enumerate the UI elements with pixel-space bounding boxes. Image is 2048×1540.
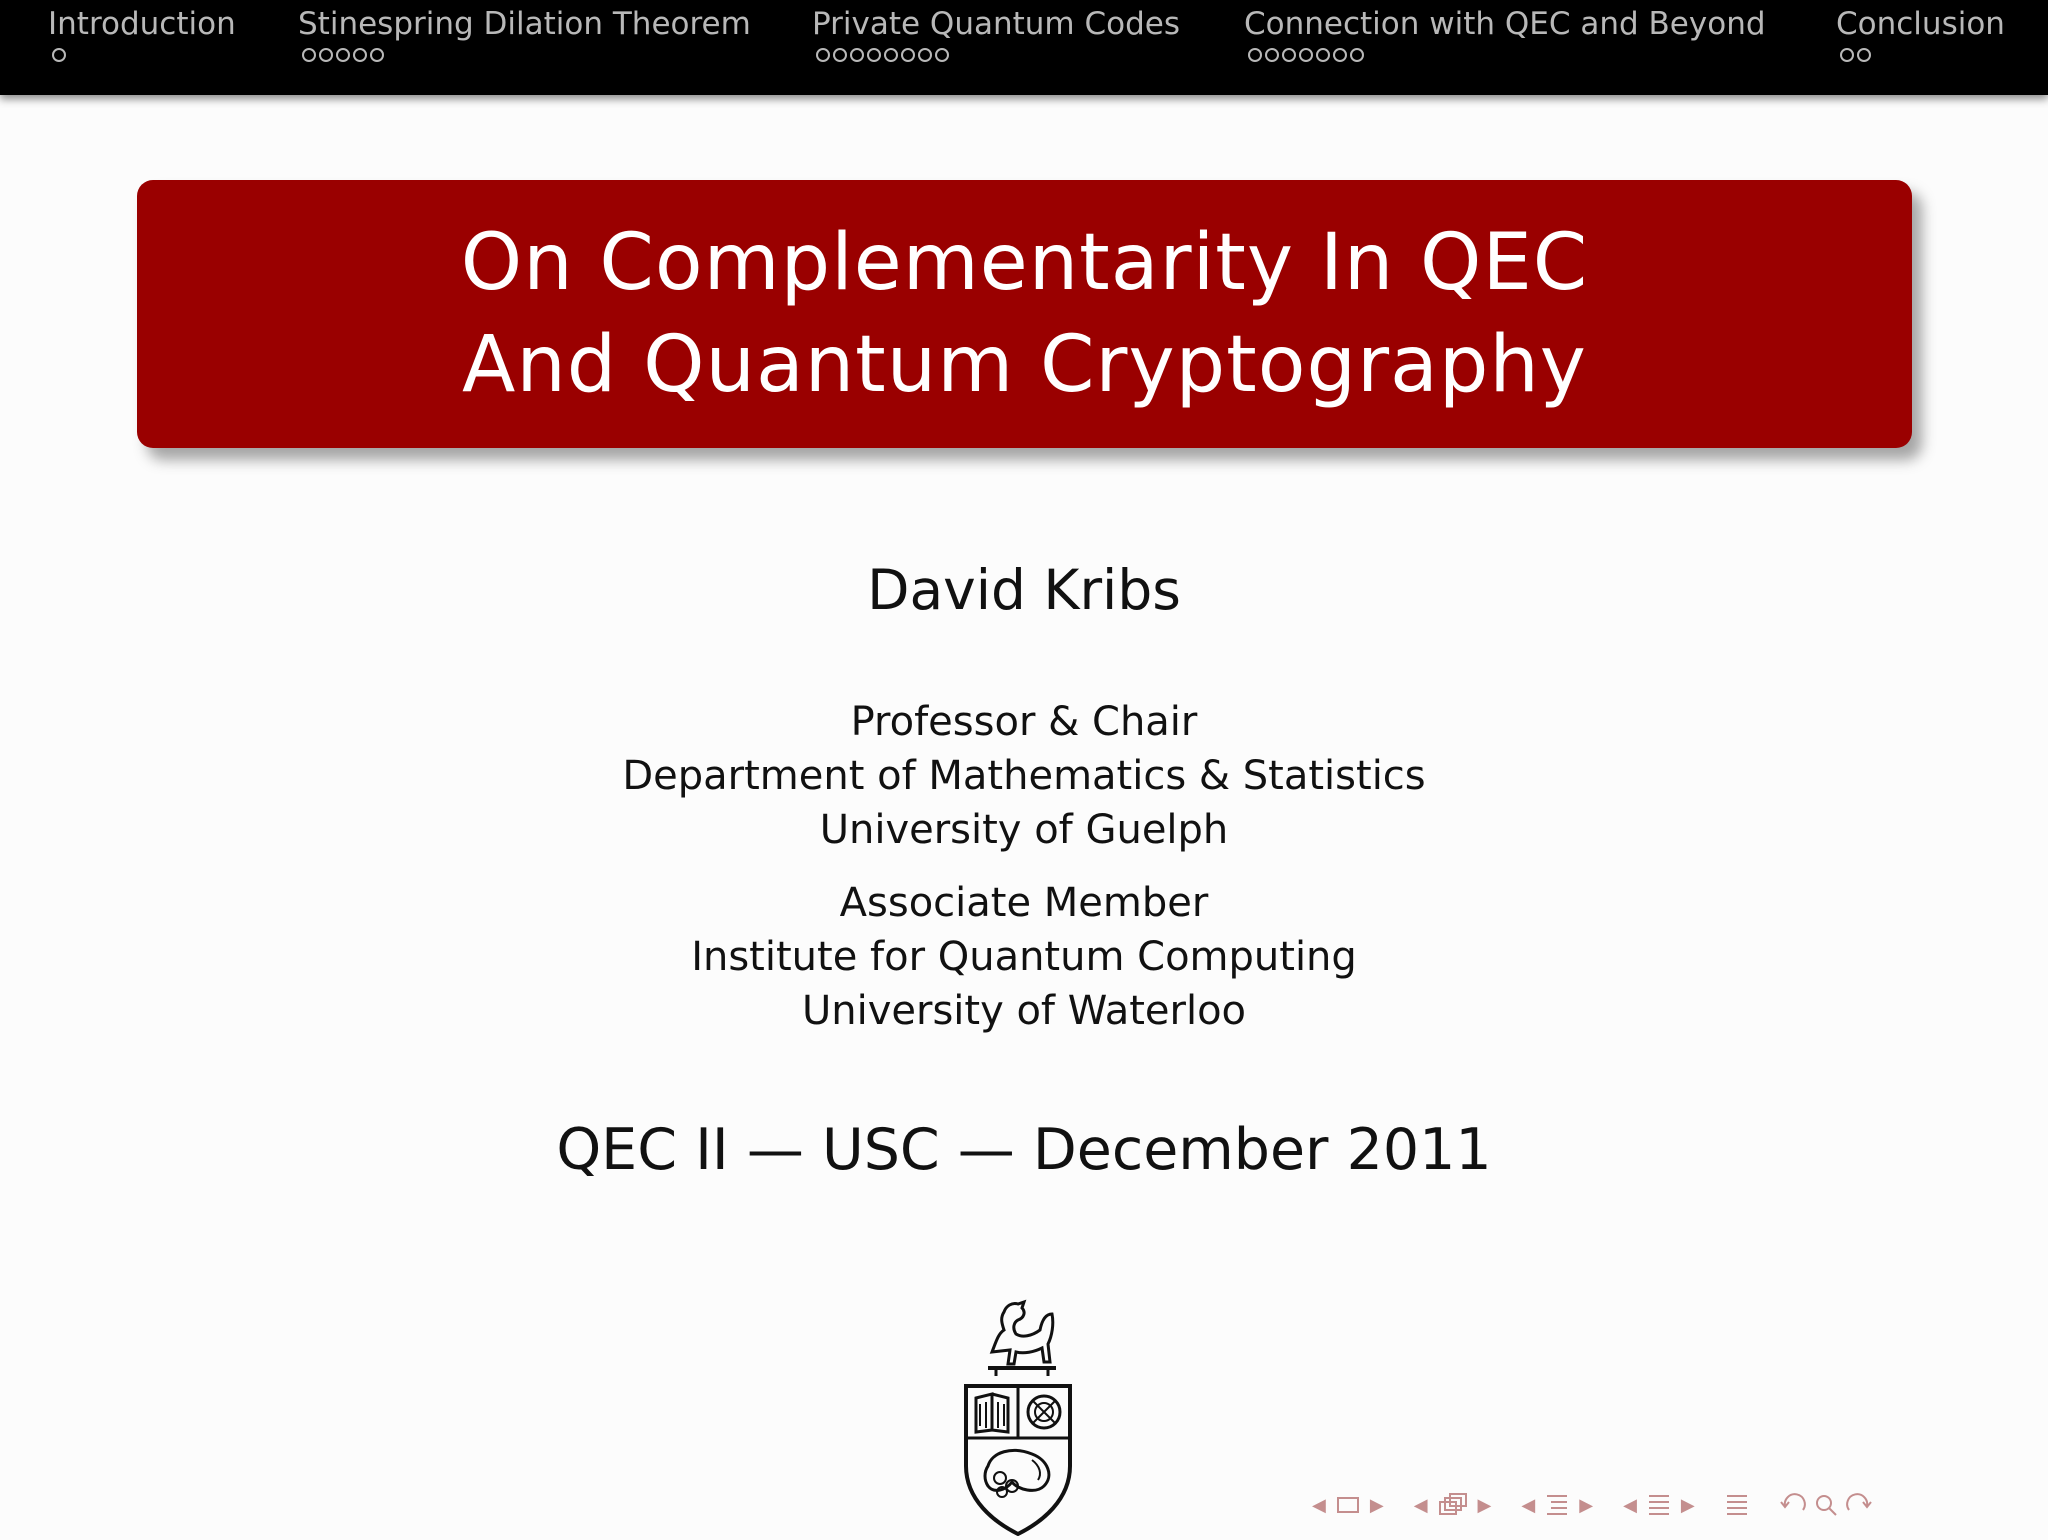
- previous-frame-icon[interactable]: ◀: [1413, 1494, 1428, 1516]
- next-slide-icon[interactable]: ▶: [1369, 1494, 1384, 1516]
- section-navigation-bar: [0, 0, 2048, 95]
- nav-section-connection-qec[interactable]: [1244, 4, 1766, 62]
- affiliation-waterloo: [0, 876, 2048, 1038]
- nav-section-label: Conclusion: [1836, 6, 2005, 42]
- back-icon[interactable]: [1779, 1492, 1807, 1518]
- beamer-navigation-symbols: [1312, 1488, 1873, 1522]
- subsection-nav-icon[interactable]: [1545, 1492, 1569, 1518]
- nav-section-label: Connection with QEC and Beyond: [1244, 6, 1766, 42]
- frame-indicator-dot[interactable]: [1333, 48, 1347, 62]
- nav-frame-dots: [52, 48, 236, 62]
- previous-subsection-icon[interactable]: ◀: [1521, 1494, 1536, 1516]
- appendix-group: [1725, 1492, 1749, 1518]
- title-line-2: And Quantum Cryptography: [462, 320, 1587, 410]
- nav-section-label: Introduction: [48, 6, 236, 42]
- frame-indicator-dot[interactable]: [935, 48, 949, 62]
- slide-nav-group: [1312, 1495, 1384, 1516]
- next-frame-icon[interactable]: ▶: [1477, 1494, 1492, 1516]
- affiliation-institute: Institute for Quantum Computing: [691, 934, 1357, 980]
- nav-frame-dots: [816, 48, 1180, 62]
- frame-indicator-dot[interactable]: [353, 48, 367, 62]
- nav-frame-dots: [1840, 48, 2005, 62]
- section-nav-group: [1623, 1492, 1695, 1518]
- frame-indicator-dot[interactable]: [1350, 48, 1364, 62]
- frame-indicator-dot[interactable]: [370, 48, 384, 62]
- frame-indicator-dot[interactable]: [1857, 48, 1871, 62]
- frame-indicator-dot[interactable]: [1282, 48, 1296, 62]
- history-search-group: [1779, 1492, 1873, 1518]
- affiliation-department: Department of Mathematics & Statistics: [622, 753, 1426, 799]
- frame-indicator-dot[interactable]: [850, 48, 864, 62]
- slide-nav-icon[interactable]: [1336, 1495, 1360, 1515]
- frame-indicator-dot[interactable]: [1248, 48, 1262, 62]
- nav-section-conclusion[interactable]: [1836, 4, 2005, 62]
- forward-icon[interactable]: [1845, 1492, 1873, 1518]
- nav-section-private-codes[interactable]: [812, 4, 1180, 62]
- frame-indicator-dot[interactable]: [918, 48, 932, 62]
- frame-indicator-dot[interactable]: [884, 48, 898, 62]
- previous-slide-icon[interactable]: ◀: [1312, 1494, 1326, 1516]
- affiliation-role: Associate Member: [839, 880, 1209, 926]
- previous-section-icon[interactable]: ◀: [1623, 1494, 1637, 1516]
- frame-indicator-dot[interactable]: [336, 48, 350, 62]
- frame-indicator-dot[interactable]: [319, 48, 333, 62]
- nav-section-introduction[interactable]: [48, 4, 236, 62]
- frame-indicator-dot[interactable]: [833, 48, 847, 62]
- event-line: QEC II — USC — December 2011: [556, 1117, 1492, 1183]
- subsection-nav-group: [1521, 1492, 1593, 1518]
- author-name: David Kribs: [867, 558, 1181, 622]
- frame-indicator-dot[interactable]: [1316, 48, 1330, 62]
- frame-indicator-dot[interactable]: [302, 48, 316, 62]
- nav-frame-dots: [302, 48, 751, 62]
- nav-section-label: Stinespring Dilation Theorem: [298, 6, 751, 42]
- frame-indicator-dot[interactable]: [1299, 48, 1313, 62]
- frame-indicator-dot[interactable]: [1265, 48, 1279, 62]
- frame-indicator-dot[interactable]: [1840, 48, 1854, 62]
- title-box: [137, 180, 1912, 448]
- frame-indicator-dot[interactable]: [901, 48, 915, 62]
- nav-frame-dots: [1248, 48, 1766, 62]
- frame-indicator-dot[interactable]: [52, 48, 66, 62]
- frame-indicator-dot[interactable]: [816, 48, 830, 62]
- affiliation-role: Professor & Chair: [850, 699, 1198, 745]
- search-icon[interactable]: [1813, 1492, 1839, 1518]
- nav-section-stinespring[interactable]: [298, 4, 751, 62]
- affiliation-university: University of Waterloo: [801, 988, 1247, 1034]
- frame-nav-icon[interactable]: [1438, 1492, 1468, 1518]
- nav-section-label: Private Quantum Codes: [812, 6, 1180, 42]
- section-nav-icon[interactable]: [1647, 1492, 1671, 1518]
- university-crest-logo: [952, 1290, 1084, 1536]
- affiliation-guelph: [0, 695, 2048, 857]
- affiliation-university: University of Guelph: [819, 807, 1229, 853]
- frame-indicator-dot[interactable]: [867, 48, 881, 62]
- next-subsection-icon[interactable]: ▶: [1579, 1494, 1594, 1516]
- next-section-icon[interactable]: ▶: [1680, 1494, 1695, 1516]
- appendix-icon[interactable]: [1725, 1492, 1749, 1518]
- title-line-1: On Complementarity In QEC: [460, 218, 1589, 308]
- frame-nav-group: [1414, 1492, 1492, 1518]
